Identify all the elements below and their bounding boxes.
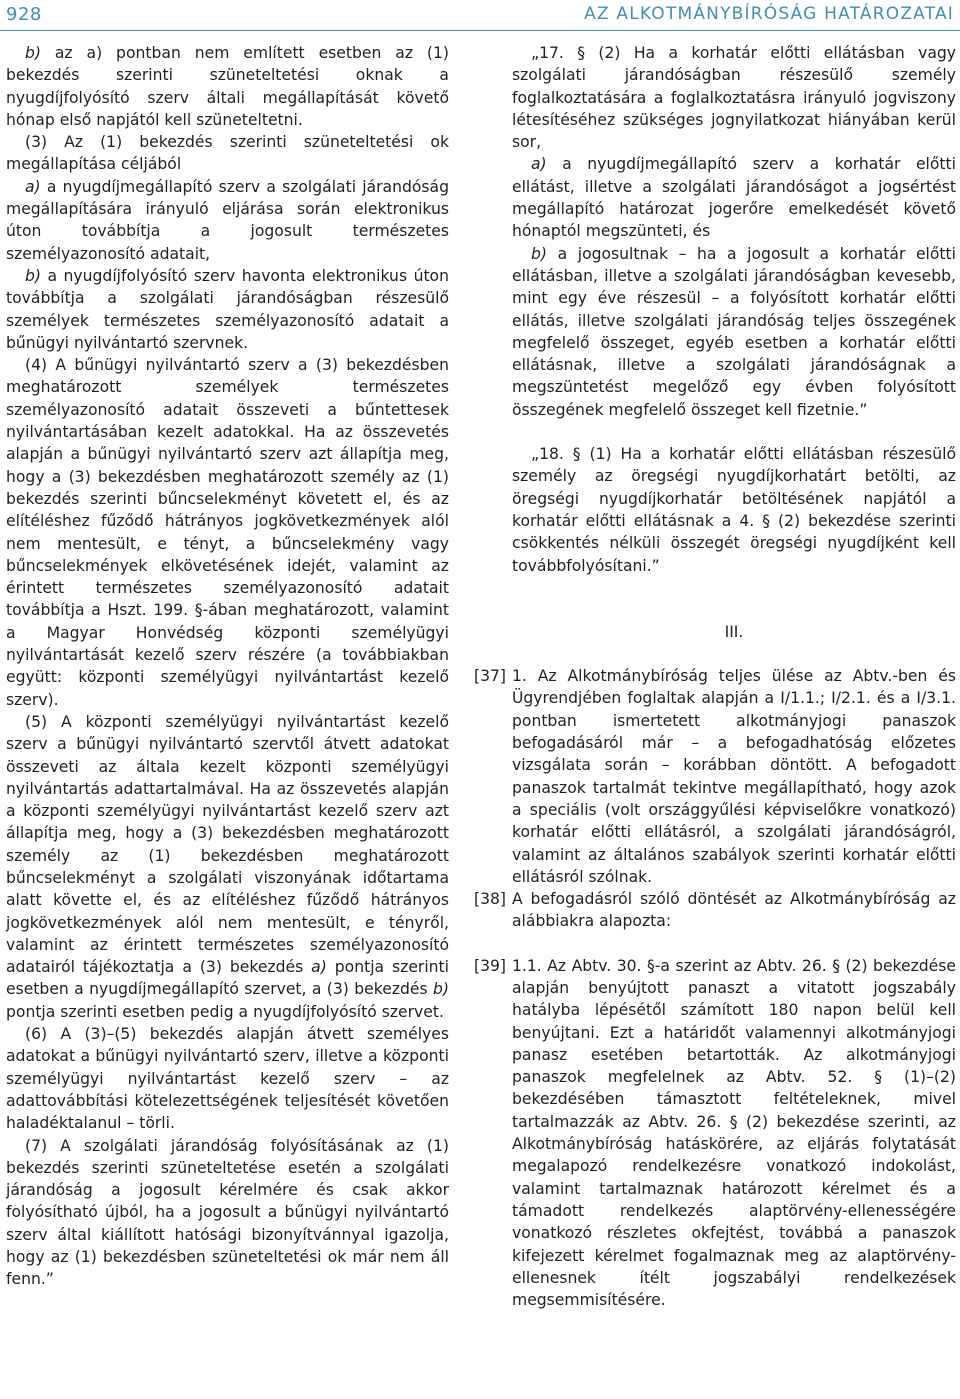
numbered-paragraph-38 — [474, 888, 956, 933]
section-17b — [512, 243, 956, 421]
running-head: AZ ALKOTMÁNYBÍRÓSÁG HATÁROZATAI — [584, 4, 954, 24]
paragraph-4: (4) A bűnügyi nyilvántartó szerv a (3) bekezdésben meghatározott személyek természetes személyazonosító adatait összeveti a bűntettesek nyilvántartásában kezelt adatokkal. Ha az összevetés alapján a bűnügyi nyilvántartó szerv azt állapítja meg, hogy a (3) bekezdésben meghatározott személy az (1) bekezdés szerinti bűncselekményt követett el, és az elítéléshez fűződő hátrányos jogkövetkezmények alól nem mentesült, e tényt, a bűncselekmény vagy bűncselekmények elkövetésének idejét, valamint az érintett természetes személyazonosító adatait továbbítja a Hszt. 199. §-ában meghatározott, valamint a Magyar Honvédség központi személyügyi nyilvántartását kezelő szerv részére (a továbbiakban együtt: központi személyügyi nyilvántartást kezelő szerv). — [6, 356, 449, 709]
item-label: b) — [531, 244, 547, 263]
item-label: a) — [531, 155, 547, 174]
quoted-section-17 — [474, 42, 956, 577]
paragraph-number: [37] — [474, 667, 507, 686]
paragraph-3: (3) Az (1) bekezdés szerinti szüneteltetési ok megállapítása céljából — [6, 133, 449, 174]
paragraph-3a — [6, 176, 449, 265]
page-number: 928 — [6, 4, 42, 25]
section-17a — [512, 153, 956, 242]
header-rule — [0, 30, 960, 31]
paragraph-number: [38] — [474, 890, 507, 909]
item-label: b) — [25, 44, 41, 62]
section-18: „18. § (1) Ha a korhatár előtti ellátásban részesülő személy az öregségi nyugdíjkorhatárt betölti, az öregségi nyugdíjkorhatár betöltésének napjától a korhatár előtti ellátásnak a 4. § (2) bekezdése szerinti csökkentés nélküli összegét öregségi nyugdíjként kell továbbfolyósítani.” — [512, 445, 956, 575]
item-label: b) — [25, 266, 41, 285]
paragraph-7: (7) A szolgálati járandóság folyósításának az (1) bekezdés szerinti szüneteltetése esetén a szolgálati járandóság a jogosult kérelmére és csak akkor folyósítható újból, ha a jogosult a bűnügyi nyilvántartó szerv által kiállított hatósági bizonyítvánnyal igazolja, hogy az (1) bekezdésben szüneteltetési ok már nem áll fenn.” — [6, 1136, 449, 1289]
paragraph-text: a jogosultnak – ha a jogosult a korhatár előtti ellátásban, illetve a szolgálati járandóságban kevesebb, mint egy éve részesül – a folyósított korhatár előtti ellátás, illetve szolgálati járandóság teljes összegének megfelelő összeget, egyéb esetben a korhatár előtti ellátásnak, illetve a szolgálati járandóságnak a megszüntetést megelőző egy évben folyósított összegének megfelelő összeget kell fizetnie.” — [512, 244, 956, 419]
numbered-paragraph-39 — [474, 955, 956, 1312]
paragraph-text: A befogadásról szóló döntését az Alkotmánybíróság az alábbiakra alapozta: — [512, 890, 956, 931]
paragraph-3b — [6, 265, 449, 354]
paragraph-text: pontja szerinti esetben pedig a nyugdíjfolyósító szervet. — [6, 1002, 444, 1021]
paragraph-text: 1. Az Alkotmánybíróság teljes ülése az Abtv.-ben és Ügyrendjében foglaltak alapján a I/1.1.; I/2.1. és a I/3.1. pontban ismertetett alkotmányjogi panaszok befogadásáról már – a befogadhatóság előzetes vizsgálata során – korábban döntött. A befogadott panaszok tartalmát tekintve megállapítható, hogy azok a speciális (volt országgyűlési képviselőkre vonatkozó) korhatár előtti ellátásról, a szolgálati járandóságról, valamint az általános szabályok szerinti korhatár előtti ellátásról szólnak. — [512, 667, 956, 886]
item-label: b) — [433, 980, 449, 999]
paragraph-text: pontja szerinti esetben a nyugdíjmegállapító szervet, a (3) bekezdés — [6, 958, 450, 999]
right-column — [474, 42, 956, 1311]
item-label: a) — [311, 958, 327, 977]
paragraph-text: a nyugdíjfolyósító szerv havonta elektronikus úton továbbítja a szolgálati járandóságban részesülő személyek természetes személyazonosító adatait a bűnügyi nyilvántartó szervnek. — [6, 266, 449, 352]
paragraph-text: a nyugdíjmegállapító szerv a szolgálati járandóság megállapítására irányuló eljárása során elektronikus úton továbbítja a jogosult természetes személyazonosító adatait, — [6, 177, 449, 263]
paragraph-number: [39] — [474, 956, 507, 975]
paragraph-b — [6, 42, 449, 131]
item-label: a) — [25, 177, 41, 196]
paragraph-text: 1.1. Az Abtv. 30. §-a szerint az Abtv. 26. § (2) bekezdése alapján benyújtott panaszt a vitatott jogszabály hatályba lépésétől számított 180 napon belül kell benyújtani. Ezt a határidőt valamennyi alkotmányjogi panasz esetében betartották. Az alkotmányjogi panaszok megfelelnek az Abtv. 52. § (1)–(2) bekezdésében támasztott feltételeknek, mivel tartalmazzák az Abtv. 26. § (2) bekezdése szerinti, az Alkotmánybíróság hatáskörére, az eljárás folytatását megalapozó rendelkezésre vonatkozó indokolást, valamint tartalmaznak határozott kérelmet és a támadott rendelkezés alaptörvény-ellenességére vonatkozó részletes okfejtést, továbbá a panaszok kifejezett kérelmet fogalmaznak meg az alaptörvény-ellenesnek ítélt jogszabályi rendelkezések megsemmisítésére. — [512, 956, 956, 1310]
paragraph-text: a nyugdíjmegállapító szerv a korhatár előtti ellátást, illetve a szolgálati járandóságot a jogsértést megállapító határozat jogerőre emelkedését követő hónaptól megszünteti, és — [512, 155, 956, 241]
paragraph-5 — [6, 711, 449, 1023]
paragraph-text: (5) A központi személyügyi nyilvántartást kezelő szerv a bűnügyi nyilvántartó szervtől átvett adatokat összeveti az általa kezelt központi személyügyi nyilvántartás adattartalmával. Ha az összevetés alapján a központi személyügyi nyilvántartást kezelő szerv azt állapítja meg, hogy a (3) bekezdésben meghatározott személy az (1) bekezdésben meghatározott bűncselekményt a szolgálati viszonyának időtartama alatt követte el, és az elítéléshez fűződő hátrányos jogkövetkezmények alól nem mentesült, e tényről, valamint az érintett természetes személyazonosító adatairól tájékoztatja a (3) bekezdés — [6, 712, 449, 977]
left-column — [6, 42, 449, 1291]
paragraph-6: (6) A (3)–(5) bekezdés alapján átvett személyes adatokat a bűnügyi nyilvántartó szerv, illetve a központi személyügyi nyilvántartást kezelő szerv – az adattovábbítási kötelezettségének teljesítését követően haladéktalanul – törli. — [6, 1025, 449, 1133]
page-header — [0, 0, 960, 34]
section-17: „17. § (2) Ha a korhatár előtti ellátásban vagy szolgálati járandóságban részesülő személy foglalkoztatására a foglalkoztatásra irányuló jogviszony létesítéséhez szükséges jognyilatkozat hiányában kerül sor, — [512, 44, 956, 152]
paragraph-text: az a) pontban nem említett esetben az (1) bekezdés szerinti szüneteltetési oknak a nyugdíjfolyósító szerv általi megállapítását követő hónap első napjától kell szüneteltetni. — [6, 44, 449, 129]
section-heading: III. — [724, 622, 744, 641]
numbered-paragraph-37 — [474, 665, 956, 888]
